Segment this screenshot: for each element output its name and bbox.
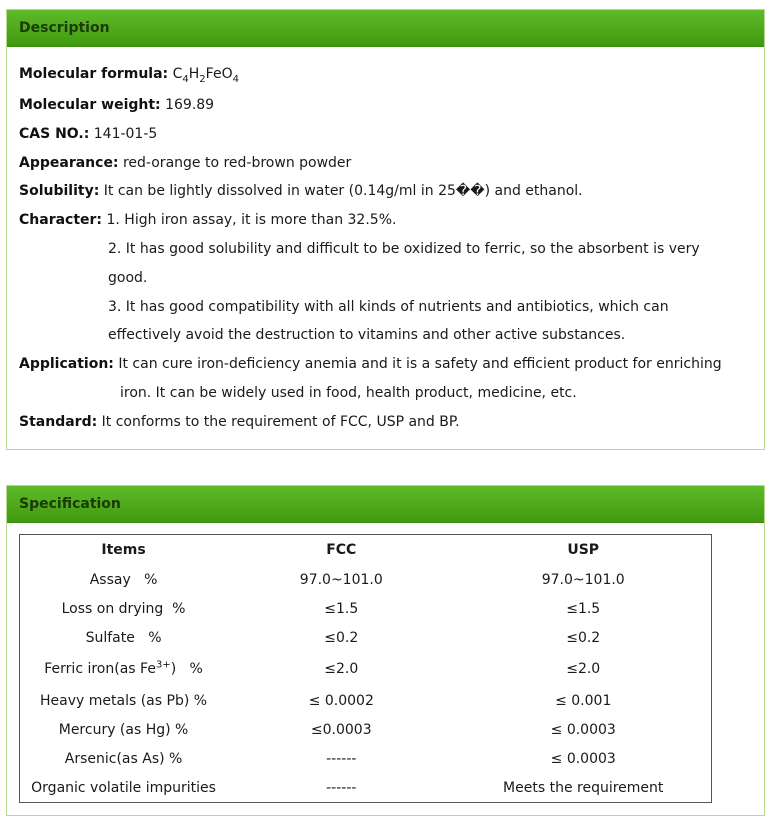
appearance-value: red-orange to red-brown powder: [122, 155, 352, 171]
specification-header: Specification: [7, 486, 764, 523]
row-usp: Meets the requirement: [503, 779, 664, 796]
cas-value: 141-01-5: [93, 126, 158, 142]
row-usp: 97.0~101.0: [541, 571, 625, 588]
table-row: [20, 715, 712, 744]
solubility-label: Solubility:: [19, 183, 100, 199]
row-fcc: ≤ 0.0002: [308, 692, 374, 709]
row-fcc: ≤1.5: [324, 600, 359, 617]
character-row: [19, 210, 752, 230]
table-row: [20, 686, 712, 715]
character-point-2b: good.: [108, 270, 148, 286]
table-row: [20, 652, 712, 686]
col-fcc-header: FCC: [326, 542, 357, 558]
row-usp: ≤ 0.0003: [550, 750, 616, 767]
application-row: [19, 354, 752, 374]
application-label: Application:: [19, 356, 114, 372]
table-row: [20, 773, 712, 803]
molecular-weight-value: 169.89: [165, 97, 215, 113]
cas-label: CAS NO.:: [19, 126, 90, 142]
row-item: Loss on drying %: [61, 600, 186, 617]
table-row: [20, 594, 712, 623]
row-item: Sulfate %: [85, 629, 162, 646]
standard-value: It conforms to the requirement of FCC, USP and BP.: [101, 414, 460, 430]
description-header: Description: [7, 10, 764, 47]
col-usp-header: USP: [567, 542, 600, 558]
specification-panel: [6, 485, 765, 816]
row-item: Assay %: [89, 571, 158, 588]
molecular-weight-row: [19, 95, 752, 115]
appearance-row: [19, 153, 752, 173]
character-point-3b: effectively avoid the destruction to vitamins and other active substances.: [108, 327, 626, 343]
row-item: Mercury (as Hg) %: [58, 721, 189, 738]
row-item: Arsenic(as As) %: [64, 750, 183, 767]
molecular-formula-value: $C_4H_2FeO_4$: [172, 66, 239, 85]
row-item: Organic volatile impurities: [31, 779, 216, 796]
molecular-formula-row: [19, 64, 752, 84]
specification-table: [19, 534, 712, 803]
row-fcc: ≤2.0: [324, 661, 359, 677]
table-row: [20, 744, 712, 773]
table-row: [20, 623, 712, 652]
table-header-row: [20, 535, 712, 566]
standard-row: [19, 412, 752, 432]
row-fcc: ------: [326, 750, 357, 767]
application-value-cont: iron. It can be widely used in food, health product, medicine, etc.: [120, 385, 577, 401]
character-label: Character:: [19, 212, 103, 228]
row-usp: ≤1.5: [566, 600, 601, 617]
row-fcc: ≤0.0003: [310, 721, 372, 738]
table-row: [20, 565, 712, 594]
cas-row: [19, 124, 752, 144]
application-value: It can cure iron-deficiency anemia and it is a safety and efficient product for enriching: [118, 356, 722, 372]
row-usp: ≤0.2: [566, 629, 601, 646]
standard-label: Standard:: [19, 414, 98, 430]
character-point-1: 1. High iron assay, it is more than 32.5%.: [106, 212, 397, 228]
solubility-row: [19, 181, 752, 201]
molecular-formula-label: Molecular formula:: [19, 66, 169, 82]
appearance-label: Appearance:: [19, 155, 119, 171]
row-item: Heavy metals (as Pb) %: [40, 692, 208, 709]
col-items-header: Items: [101, 542, 146, 558]
row-fcc: ≤0.2: [324, 629, 359, 646]
row-item: Ferric iron(as $Fe^{3+}$) %: [44, 659, 203, 677]
row-usp: ≤2.0: [566, 661, 601, 677]
description-panel: [6, 9, 765, 450]
row-fcc: 97.0~101.0: [299, 571, 383, 588]
row-usp: ≤ 0.0003: [550, 721, 616, 738]
row-usp: ≤ 0.001: [555, 692, 612, 709]
solubility-value: It can be lightly dissolved in water (0.14g/ml in 25��) and ethanol.: [103, 183, 583, 199]
row-fcc: ------: [326, 779, 357, 796]
character-point-3a: 3. It has good compatibility with all kinds of nutrients and antibiotics, which can: [108, 299, 669, 315]
character-point-2a: 2. It has good solubility and difficult to be oxidized to ferric, so the absorbent is very: [108, 241, 700, 257]
molecular-weight-label: Molecular weight:: [19, 97, 161, 113]
